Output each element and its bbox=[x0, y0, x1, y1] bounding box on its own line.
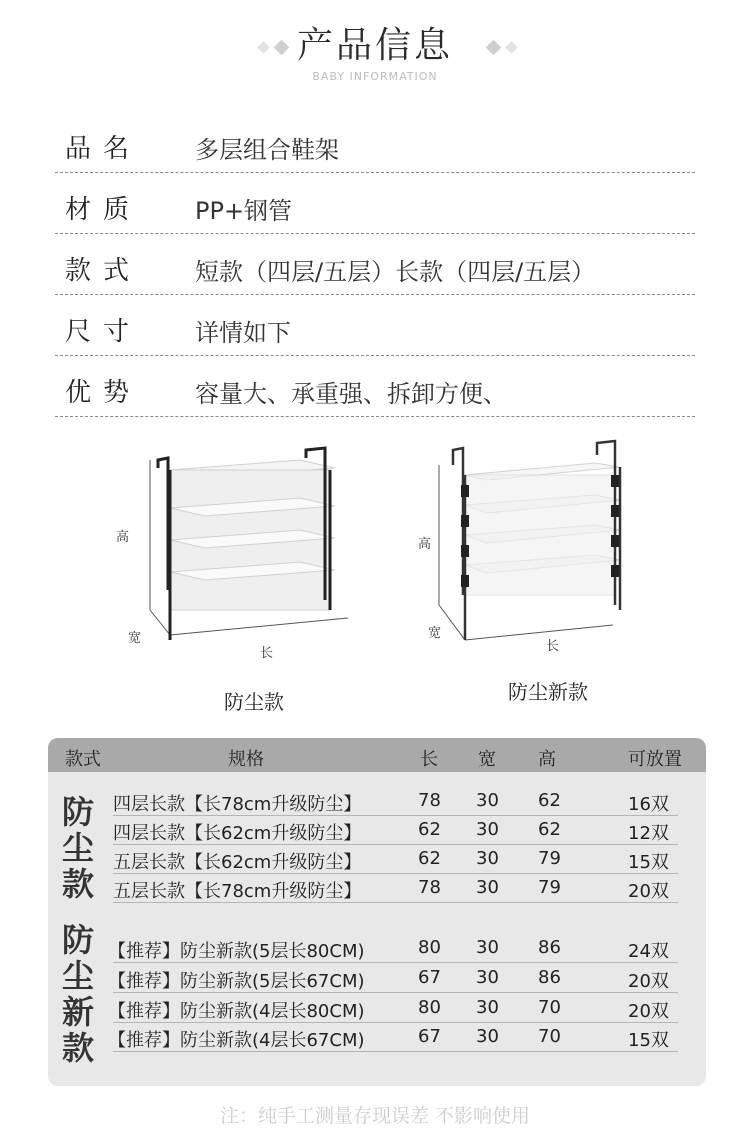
section-title: 产品信息 bbox=[296, 25, 453, 66]
cell-height: 79 bbox=[538, 848, 561, 869]
info-value: 详情如下 bbox=[195, 319, 291, 347]
header-width: 宽 bbox=[478, 749, 496, 770]
cell-height: 79 bbox=[538, 877, 561, 898]
table-row bbox=[108, 933, 678, 963]
info-key: 品名 bbox=[65, 134, 142, 164]
cell-capacity: 20双 bbox=[628, 1001, 669, 1022]
cell-height: 86 bbox=[538, 967, 561, 988]
product-info-table bbox=[55, 112, 695, 417]
cell-length: 62 bbox=[418, 819, 441, 840]
dim-height-label: 高 bbox=[418, 537, 432, 552]
dim-length-label: 长 bbox=[546, 639, 560, 654]
info-key: 款式 bbox=[65, 256, 142, 286]
cell-width: 30 bbox=[476, 997, 499, 1018]
cell-capacity: 15双 bbox=[628, 1030, 669, 1051]
cell-capacity: 20双 bbox=[628, 971, 669, 992]
cell-capacity: 15双 bbox=[628, 852, 669, 873]
group-label: 防尘款 bbox=[61, 793, 94, 903]
cell-capacity: 20双 bbox=[628, 881, 669, 902]
table-row bbox=[108, 993, 678, 1023]
cell-length: 78 bbox=[418, 877, 441, 898]
cell-spec: 四层长款【长62cm升级防尘】 bbox=[113, 823, 362, 844]
cell-height: 62 bbox=[538, 790, 561, 811]
cell-width: 30 bbox=[476, 937, 499, 958]
info-row-style bbox=[55, 234, 695, 295]
cell-width: 30 bbox=[476, 819, 499, 840]
cell-capacity: 16双 bbox=[628, 794, 669, 815]
product-caption: 防尘款 bbox=[224, 690, 284, 714]
header-length: 长 bbox=[420, 749, 438, 770]
info-value: 短款（四层/五层）长款（四层/五层） bbox=[195, 258, 596, 286]
cell-width: 30 bbox=[476, 1026, 499, 1047]
info-key: 优势 bbox=[65, 378, 142, 408]
header-height: 高 bbox=[538, 749, 556, 770]
table-row bbox=[113, 844, 678, 874]
product-image-dustproof bbox=[110, 440, 370, 670]
info-row-size bbox=[55, 295, 695, 356]
cell-height: 86 bbox=[538, 937, 561, 958]
cell-width: 30 bbox=[476, 967, 499, 988]
dim-width-label: 宽 bbox=[428, 626, 442, 641]
cell-spec: 四层长款【长78cm升级防尘】 bbox=[113, 794, 362, 815]
cell-spec: 【推荐】防尘新款(4层长67CM) bbox=[108, 1030, 365, 1051]
table-row bbox=[113, 873, 678, 903]
cell-width: 30 bbox=[476, 877, 499, 898]
header-style: 款式 bbox=[65, 749, 101, 770]
cell-length: 78 bbox=[418, 790, 441, 811]
cell-length: 62 bbox=[418, 848, 441, 869]
table-row bbox=[113, 815, 678, 845]
product-image-dustproof-new bbox=[425, 435, 645, 650]
info-value: 容量大、承重强、拆卸方便、 bbox=[195, 380, 507, 408]
cell-width: 30 bbox=[476, 790, 499, 811]
table-row bbox=[113, 786, 678, 816]
cell-spec: 【推荐】防尘新款(5层长67CM) bbox=[108, 971, 365, 992]
section-subtitle: BABY INFORMATION bbox=[312, 70, 438, 83]
info-key: 材质 bbox=[65, 195, 142, 225]
cell-length: 80 bbox=[418, 937, 441, 958]
cell-spec: 五层长款【长62cm升级防尘】 bbox=[113, 852, 362, 873]
cell-capacity: 12双 bbox=[628, 823, 669, 844]
info-key: 尺寸 bbox=[65, 317, 142, 347]
section-header bbox=[0, 22, 750, 83]
product-caption: 防尘新款 bbox=[508, 680, 588, 704]
group-label: 防尘新款 bbox=[61, 921, 94, 1067]
cell-height: 70 bbox=[538, 997, 561, 1018]
cell-height: 62 bbox=[538, 819, 561, 840]
spec-table-header bbox=[48, 738, 706, 772]
info-value: PP+钢管 bbox=[195, 197, 293, 225]
table-row bbox=[108, 1022, 678, 1052]
cell-height: 70 bbox=[538, 1026, 561, 1047]
cell-capacity: 24双 bbox=[628, 941, 669, 962]
dim-length-label: 长 bbox=[260, 646, 274, 661]
header-capacity: 可放置 bbox=[628, 749, 682, 770]
cell-spec: 【推荐】防尘新款(4层长80CM) bbox=[108, 1001, 365, 1022]
spec-table bbox=[48, 738, 706, 1086]
info-row-material bbox=[55, 173, 695, 234]
info-row-advantage bbox=[55, 356, 695, 417]
table-row bbox=[108, 963, 678, 993]
header-spec: 规格 bbox=[228, 749, 264, 770]
cell-length: 80 bbox=[418, 997, 441, 1018]
dim-width-label: 宽 bbox=[128, 631, 142, 646]
info-row-name bbox=[55, 112, 695, 173]
cell-length: 67 bbox=[418, 967, 441, 988]
cell-length: 67 bbox=[418, 1026, 441, 1047]
info-value: 多层组合鞋架 bbox=[195, 136, 339, 164]
cell-spec: 五层长款【长78cm升级防尘】 bbox=[113, 881, 362, 902]
cell-spec: 【推荐】防尘新款(5层长80CM) bbox=[108, 941, 365, 962]
cell-width: 30 bbox=[476, 848, 499, 869]
footnote: 注：纯手工测量存现误差 不影响使用 bbox=[219, 1105, 531, 1127]
dim-height-label: 高 bbox=[116, 530, 130, 545]
